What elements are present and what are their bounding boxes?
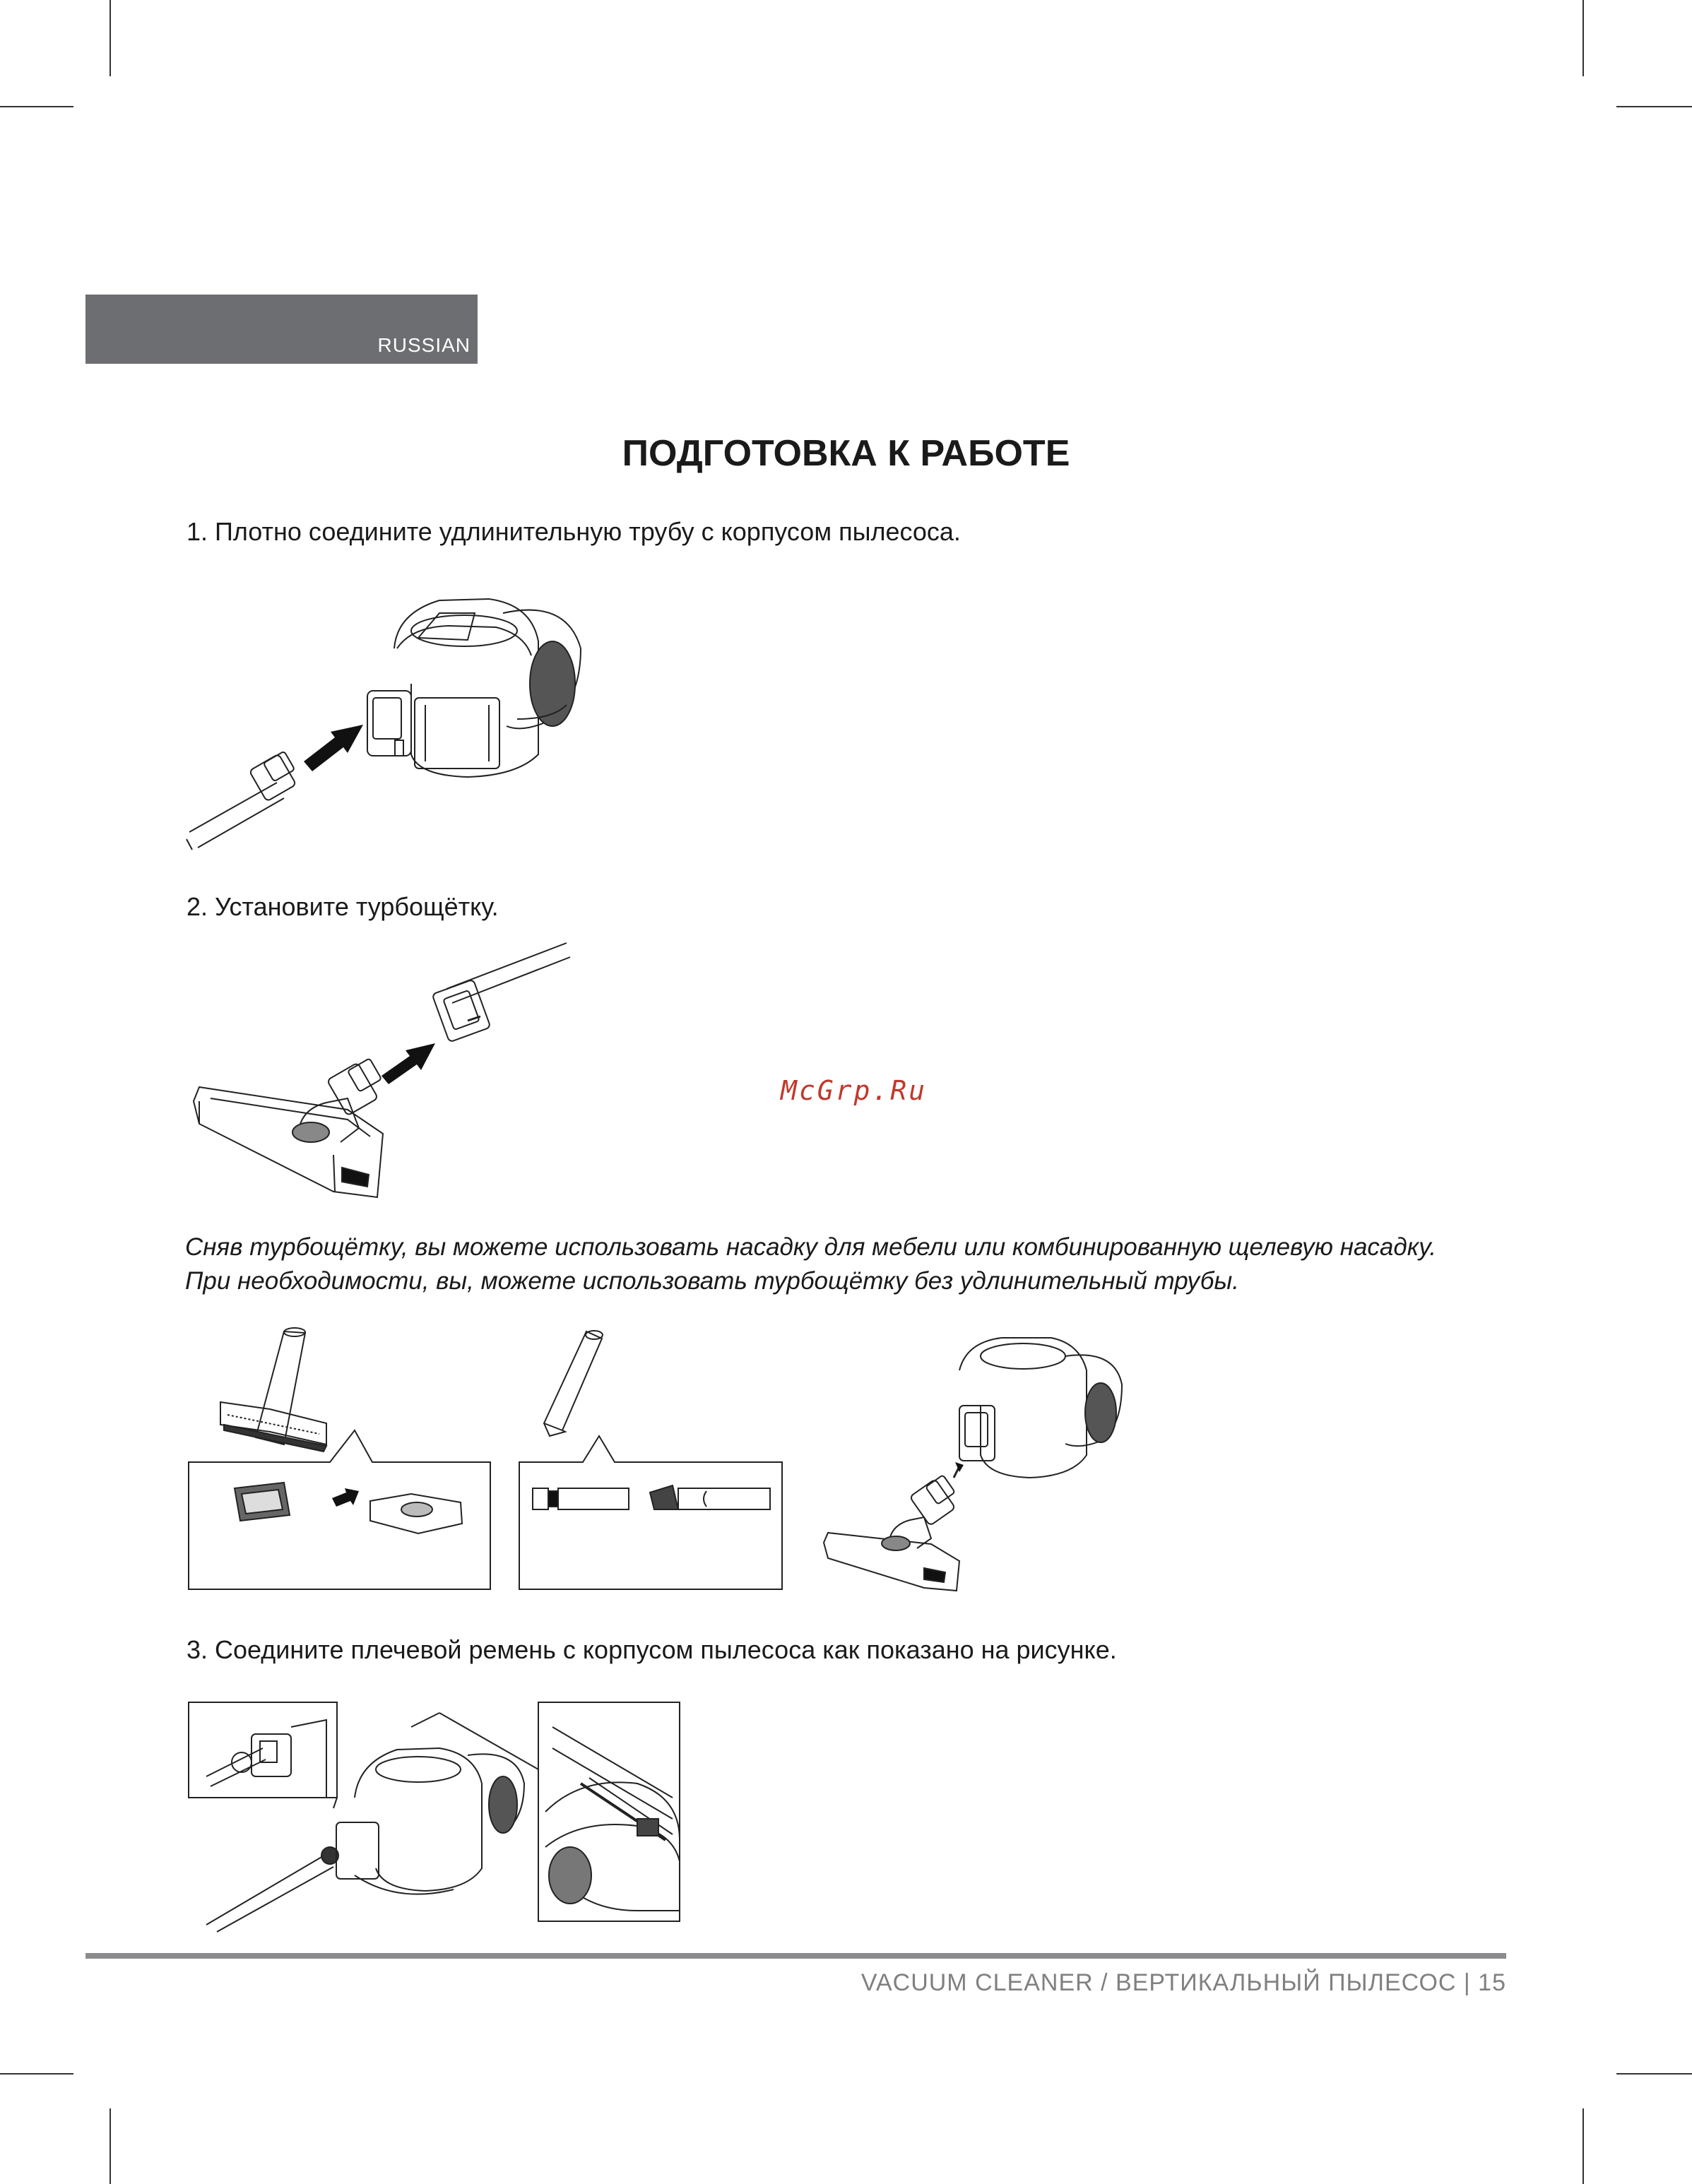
crop-mark — [1616, 2073, 1692, 2075]
step-1-text: 1. Плотно соедините удлинительную трубу с корпусом пылесоса. — [187, 517, 961, 546]
footer-text: VACUUM CLEANER / ВЕРТИКАЛЬНЫЙ ПЫЛЕСОС | 15 — [860, 1969, 1506, 1996]
figure-turbo-brush — [185, 943, 581, 1204]
crop-mark — [110, 0, 111, 76]
figure-handheld-turbo — [818, 1328, 1129, 1596]
step-3-text: 3. Соедините плечевой ремень с корпусом пылесоса как показано на рисунке. — [187, 1635, 1117, 1664]
figure-crevice-nozzle — [516, 1324, 784, 1593]
crop-mark — [110, 2108, 111, 2184]
watermark: McGrp.Ru — [781, 1075, 928, 1106]
footer-divider — [85, 1953, 1506, 1959]
language-tab — [85, 295, 478, 364]
page-title: ПОДГОТОВКА К РАБОТЕ — [622, 433, 1070, 474]
figure-tube-to-body — [185, 571, 581, 853]
step-2-text: 2. Установите турбощётку. — [187, 892, 499, 921]
note-line-1: Сняв турбощётку, вы можете использовать насадку для мебели или комбинированную щелевую насадку. — [185, 1233, 1437, 1261]
crop-mark — [1616, 106, 1692, 107]
crop-mark — [0, 106, 73, 107]
figure-shoulder-strap — [185, 1699, 694, 1925]
figure-furniture-brush — [185, 1324, 496, 1593]
crop-mark — [1582, 0, 1584, 76]
crop-mark — [0, 2073, 73, 2075]
crop-mark — [1582, 2108, 1584, 2184]
language-tab-label: RUSSIAN — [377, 334, 471, 356]
note-line-2: При необходимости, вы, можете использовать турбощётку без удлинительный трубы. — [185, 1267, 1239, 1295]
